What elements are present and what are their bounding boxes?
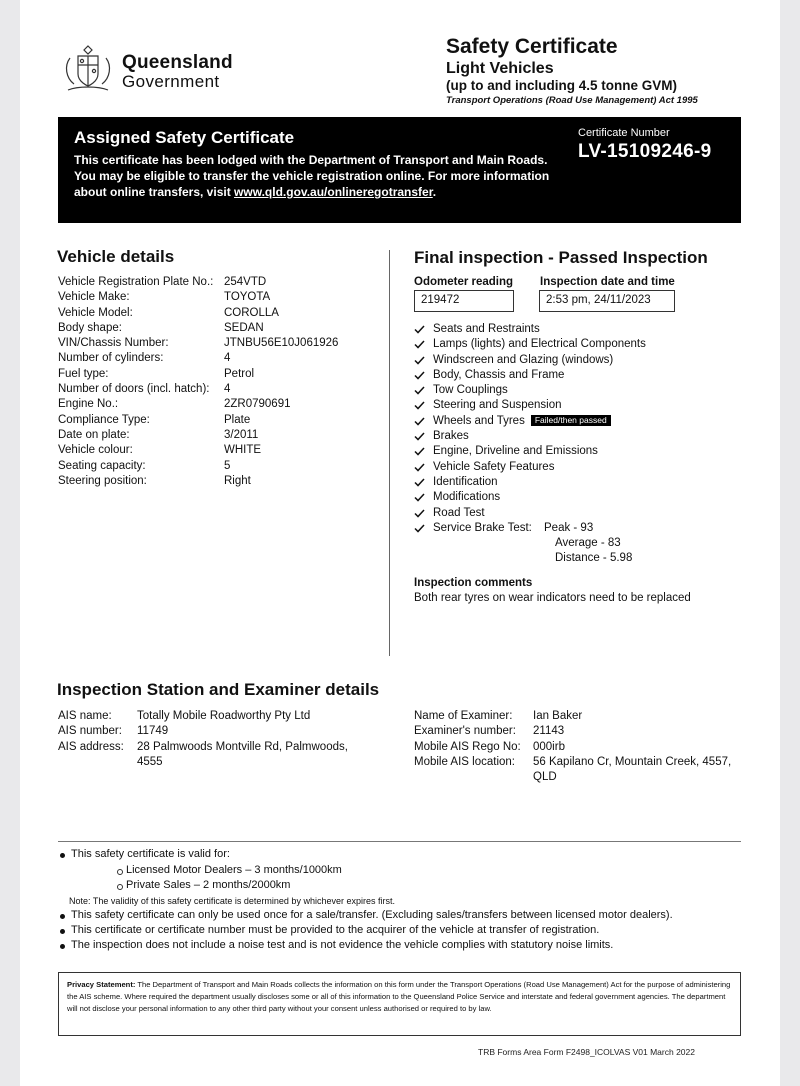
examiner-name: Ian Baker <box>533 710 583 722</box>
note-noise <box>58 939 741 954</box>
banner-body-text: This certificate has been lodged with the Department of Transport and Main Roads. You may be eligible to transfer the vehicle registration online. For more information about online transfers, visit <box>74 153 550 199</box>
station-details <box>58 709 357 770</box>
notes-divider <box>58 841 741 842</box>
note-private-text: Private Sales – 2 months/2000km <box>126 879 291 891</box>
vehicle-detail-value: 5 <box>224 459 231 472</box>
vehicle-detail-label: Fuel type: <box>58 367 109 380</box>
vehicle-detail-value: Petrol <box>224 367 255 380</box>
online-transfer-link[interactable]: www.qld.gov.au/onlineregotransfer <box>234 185 433 199</box>
note-once-text: This safety certificate can only be used once for a sale/transfer. (Excluding sales/transfers between licensed motor dealers). <box>71 909 673 921</box>
examiner-row <box>414 709 743 724</box>
service-brake-results <box>544 521 632 567</box>
note-valid-for <box>58 848 741 864</box>
form-footer: TRB Forms Area Form F2498_ICOLVAS V01 March 2022 <box>478 1047 695 1057</box>
vehicle-detail-label: Vehicle Model: <box>58 306 133 319</box>
mobile-rego-label: Mobile AIS Rego No: <box>414 740 521 753</box>
vehicle-detail-label: Seating capacity: <box>58 459 146 472</box>
examiner-details <box>414 709 743 785</box>
final-inspection-heading: Final inspection - Passed Inspection <box>414 248 708 267</box>
checklist-item-label <box>433 322 540 337</box>
odometer-value: 219472 <box>414 290 514 312</box>
ais-address: 28 Palmwoods Montville Rd, Palmwoods, 4555 <box>137 740 348 768</box>
mobile-rego-row <box>414 740 743 755</box>
bullet-icon <box>60 944 65 949</box>
document-subtitle-gvm: (up to and including 4.5 tonne GVM) <box>446 78 677 93</box>
checklist-item-label <box>433 460 554 475</box>
vehicle-detail-value: TOYOTA <box>224 291 271 304</box>
vehicle-detail-label: Vehicle Registration Plate No.: <box>58 276 214 288</box>
org-name-line1: Queensland <box>122 52 233 73</box>
vehicle-detail-label: Number of cylinders: <box>58 352 164 365</box>
vehicle-detail-label: Number of doors (incl. hatch): <box>58 383 210 396</box>
vehicle-detail-value: WHITE <box>224 444 262 457</box>
banner-body-period: . <box>432 185 437 199</box>
ais-name: Totally Mobile Roadworthy Pty Ltd <box>137 710 311 722</box>
checkmark-icon <box>414 356 425 365</box>
checklist-item-text: Vehicle Safety Features <box>433 460 555 473</box>
mobile-location: 56 Kapilano Cr, Mountain Creek, 4557, QLD <box>533 755 732 784</box>
inspection-date-label: Inspection date and time <box>540 276 675 288</box>
note-dealers <box>58 864 741 879</box>
mobile-location-label: Mobile AIS location: <box>414 755 516 768</box>
checklist-item-label <box>433 414 611 429</box>
checklist-item-label <box>433 521 532 536</box>
checklist-item-text: Seats and Restraints <box>433 323 540 335</box>
checkmark-icon <box>414 417 425 426</box>
note-once <box>58 909 741 924</box>
ais-name-label: AIS name: <box>58 710 112 722</box>
inspection-date-value: 2:53 pm, 24/11/2023 <box>539 290 675 312</box>
certificate-page <box>20 0 780 1086</box>
checkmark-icon <box>414 524 425 533</box>
banner-body <box>74 152 564 200</box>
document-subtitle: Light Vehicles <box>446 60 554 77</box>
circle-bullet-icon <box>117 869 123 875</box>
checkmark-icon <box>414 432 425 441</box>
vehicle-detail-value: SEDAN <box>224 321 264 334</box>
checklist-item-text: Windscreen and Glazing (windows) <box>433 353 614 366</box>
certificate-number: LV-15109246-9 <box>578 141 712 162</box>
checklist-item-label <box>433 353 613 368</box>
bullet-icon <box>60 929 65 934</box>
note-provided-text: This certificate or certificate number must be provided to the acquirer of the vehicle at transfer of registration. <box>71 924 600 936</box>
examiner-label: Name of Examiner: <box>414 710 513 722</box>
validity-notes <box>58 848 741 954</box>
checklist-item-text: Identification <box>433 475 498 488</box>
checkmark-icon <box>414 478 425 487</box>
ais-number-row <box>58 724 357 739</box>
vehicle-detail-label: Vehicle colour: <box>58 444 133 457</box>
checklist-item-label <box>433 337 646 352</box>
odometer-label: Odometer reading <box>414 276 514 288</box>
ais-name-row <box>58 709 357 724</box>
org-name-line2: Government <box>122 72 220 91</box>
vehicle-detail-value: JTNBU56E10J061926 <box>224 337 339 350</box>
examiner-number: 21143 <box>533 725 565 738</box>
ais-number-label: AIS number: <box>58 725 122 738</box>
checklist-item-text: Wheels and Tyres <box>433 414 525 427</box>
mobile-rego: 000irb <box>533 740 565 753</box>
vehicle-detail-value: Plate <box>224 413 251 426</box>
checkmark-icon <box>414 371 425 380</box>
brake-average: Average - 83 <box>555 537 621 550</box>
note-provided <box>58 924 741 939</box>
ais-number: 11749 <box>137 725 169 738</box>
privacy-label: Privacy Statement: <box>67 980 136 989</box>
checkmark-icon <box>414 447 425 456</box>
bullet-icon <box>60 853 65 858</box>
checklist-item-text: Modifications <box>433 491 501 504</box>
examiner-number-label: Examiner's number: <box>414 725 516 738</box>
assigned-certificate-banner <box>58 117 741 223</box>
vehicle-detail-value: 4 <box>224 383 231 396</box>
station-details-heading: Inspection Station and Examiner details <box>57 680 380 699</box>
certificate-number-label: Certificate Number <box>578 127 670 139</box>
inspection-comments-label: Inspection comments <box>414 577 533 589</box>
vehicle-detail-label: Steering position: <box>58 474 147 487</box>
checklist-item-text: Service Brake Test: <box>433 521 532 534</box>
legislation-reference: Transport Operations (Road Use Management) Act 1995 <box>446 95 698 106</box>
vehicle-detail-value: 3/2011 <box>224 428 259 441</box>
checkmark-icon <box>414 325 425 334</box>
checklist-item-label <box>433 398 562 413</box>
note-valid-for-text: This safety certificate is valid for: <box>71 848 230 860</box>
checkmark-icon <box>414 340 425 349</box>
note-validity <box>58 895 741 909</box>
checkmark-icon <box>414 463 425 472</box>
brake-distance: Distance - 5.98 <box>555 552 633 565</box>
vehicle-detail-label: Date on plate: <box>58 428 130 441</box>
ais-address-row <box>58 740 357 771</box>
privacy-text: The Department of Transport and Main Roads collects the information on this form under the Transport Operations (Road Use Management) Act for the purpose of administering the AIS scheme. Where required the department usually discloses some or all of this information to the Queensland Police Service and interstate and federal government agencies. The department will not disclose your personal information to any other third party without your consent unless authorised or required to by law. <box>67 980 731 1013</box>
vehicle-detail-label: Engine No.: <box>58 398 119 411</box>
vehicle-detail-value: 4 <box>224 352 231 365</box>
checkmark-icon <box>414 386 425 395</box>
checklist-item-text: Road Test <box>433 506 485 519</box>
checklist-item-label <box>433 383 508 398</box>
document-title: Safety Certificate <box>446 35 618 58</box>
note-private <box>58 879 741 895</box>
checklist-item-label <box>433 475 498 490</box>
note-noise-text: The inspection does not include a noise test and is not evidence the vehicle complies with statutory noise limits. <box>71 939 614 951</box>
note-dealers-text: Licensed Motor Dealers – 3 months/1000km <box>126 864 342 876</box>
checkmark-icon <box>414 509 425 518</box>
checklist-item-text: Engine, Driveline and Emissions <box>433 445 598 458</box>
vehicle-detail-value: Right <box>224 474 251 487</box>
checklist-item-text: Lamps (lights) and Electrical Components <box>433 338 646 351</box>
checklist-item-text: Brakes <box>433 430 469 443</box>
checklist-item-label <box>433 368 564 383</box>
checklist-item-text: Tow Couplings <box>433 384 508 397</box>
checklist-item-label <box>433 506 485 521</box>
vehicle-detail-value: COROLLA <box>224 306 279 319</box>
vehicle-detail-label: Compliance Type: <box>58 413 150 426</box>
column-divider <box>389 250 390 656</box>
note-validity-text: Note: The validity of this safety certificate is determined by whichever expires first. <box>69 896 395 906</box>
examiner-number-row <box>414 724 743 739</box>
banner-title: Assigned Safety Certificate <box>74 128 295 147</box>
vehicle-detail-label: Vehicle Make: <box>58 291 130 304</box>
privacy-statement <box>58 972 741 1036</box>
inspection-comments: Both rear tyres on wear indicators need to be replaced <box>414 592 691 604</box>
ais-address-label: AIS address: <box>58 740 124 753</box>
checkmark-icon <box>414 401 425 410</box>
vehicle-detail-label: VIN/Chassis Number: <box>58 337 169 350</box>
checklist-item-label <box>433 490 500 505</box>
queensland-crest-icon <box>60 40 116 96</box>
vehicle-details-heading: Vehicle details <box>57 247 175 266</box>
checkmark-icon <box>414 493 425 502</box>
failed-then-passed-badge: Failed/then passed <box>531 415 611 426</box>
bullet-icon <box>60 914 65 919</box>
vehicle-detail-value: 254VTD <box>224 276 267 288</box>
checklist-item-text: Body, Chassis and Frame <box>433 368 565 381</box>
mobile-location-row <box>414 755 743 786</box>
checklist-item-label <box>433 444 598 459</box>
circle-bullet-icon <box>117 884 123 890</box>
checklist-item-label <box>433 429 469 444</box>
vehicle-detail-value: 2ZR0790691 <box>224 398 291 411</box>
vehicle-detail-label: Body shape: <box>58 321 122 334</box>
checklist-item-text: Steering and Suspension <box>433 399 562 412</box>
brake-peak: Peak - 93 <box>544 521 594 534</box>
